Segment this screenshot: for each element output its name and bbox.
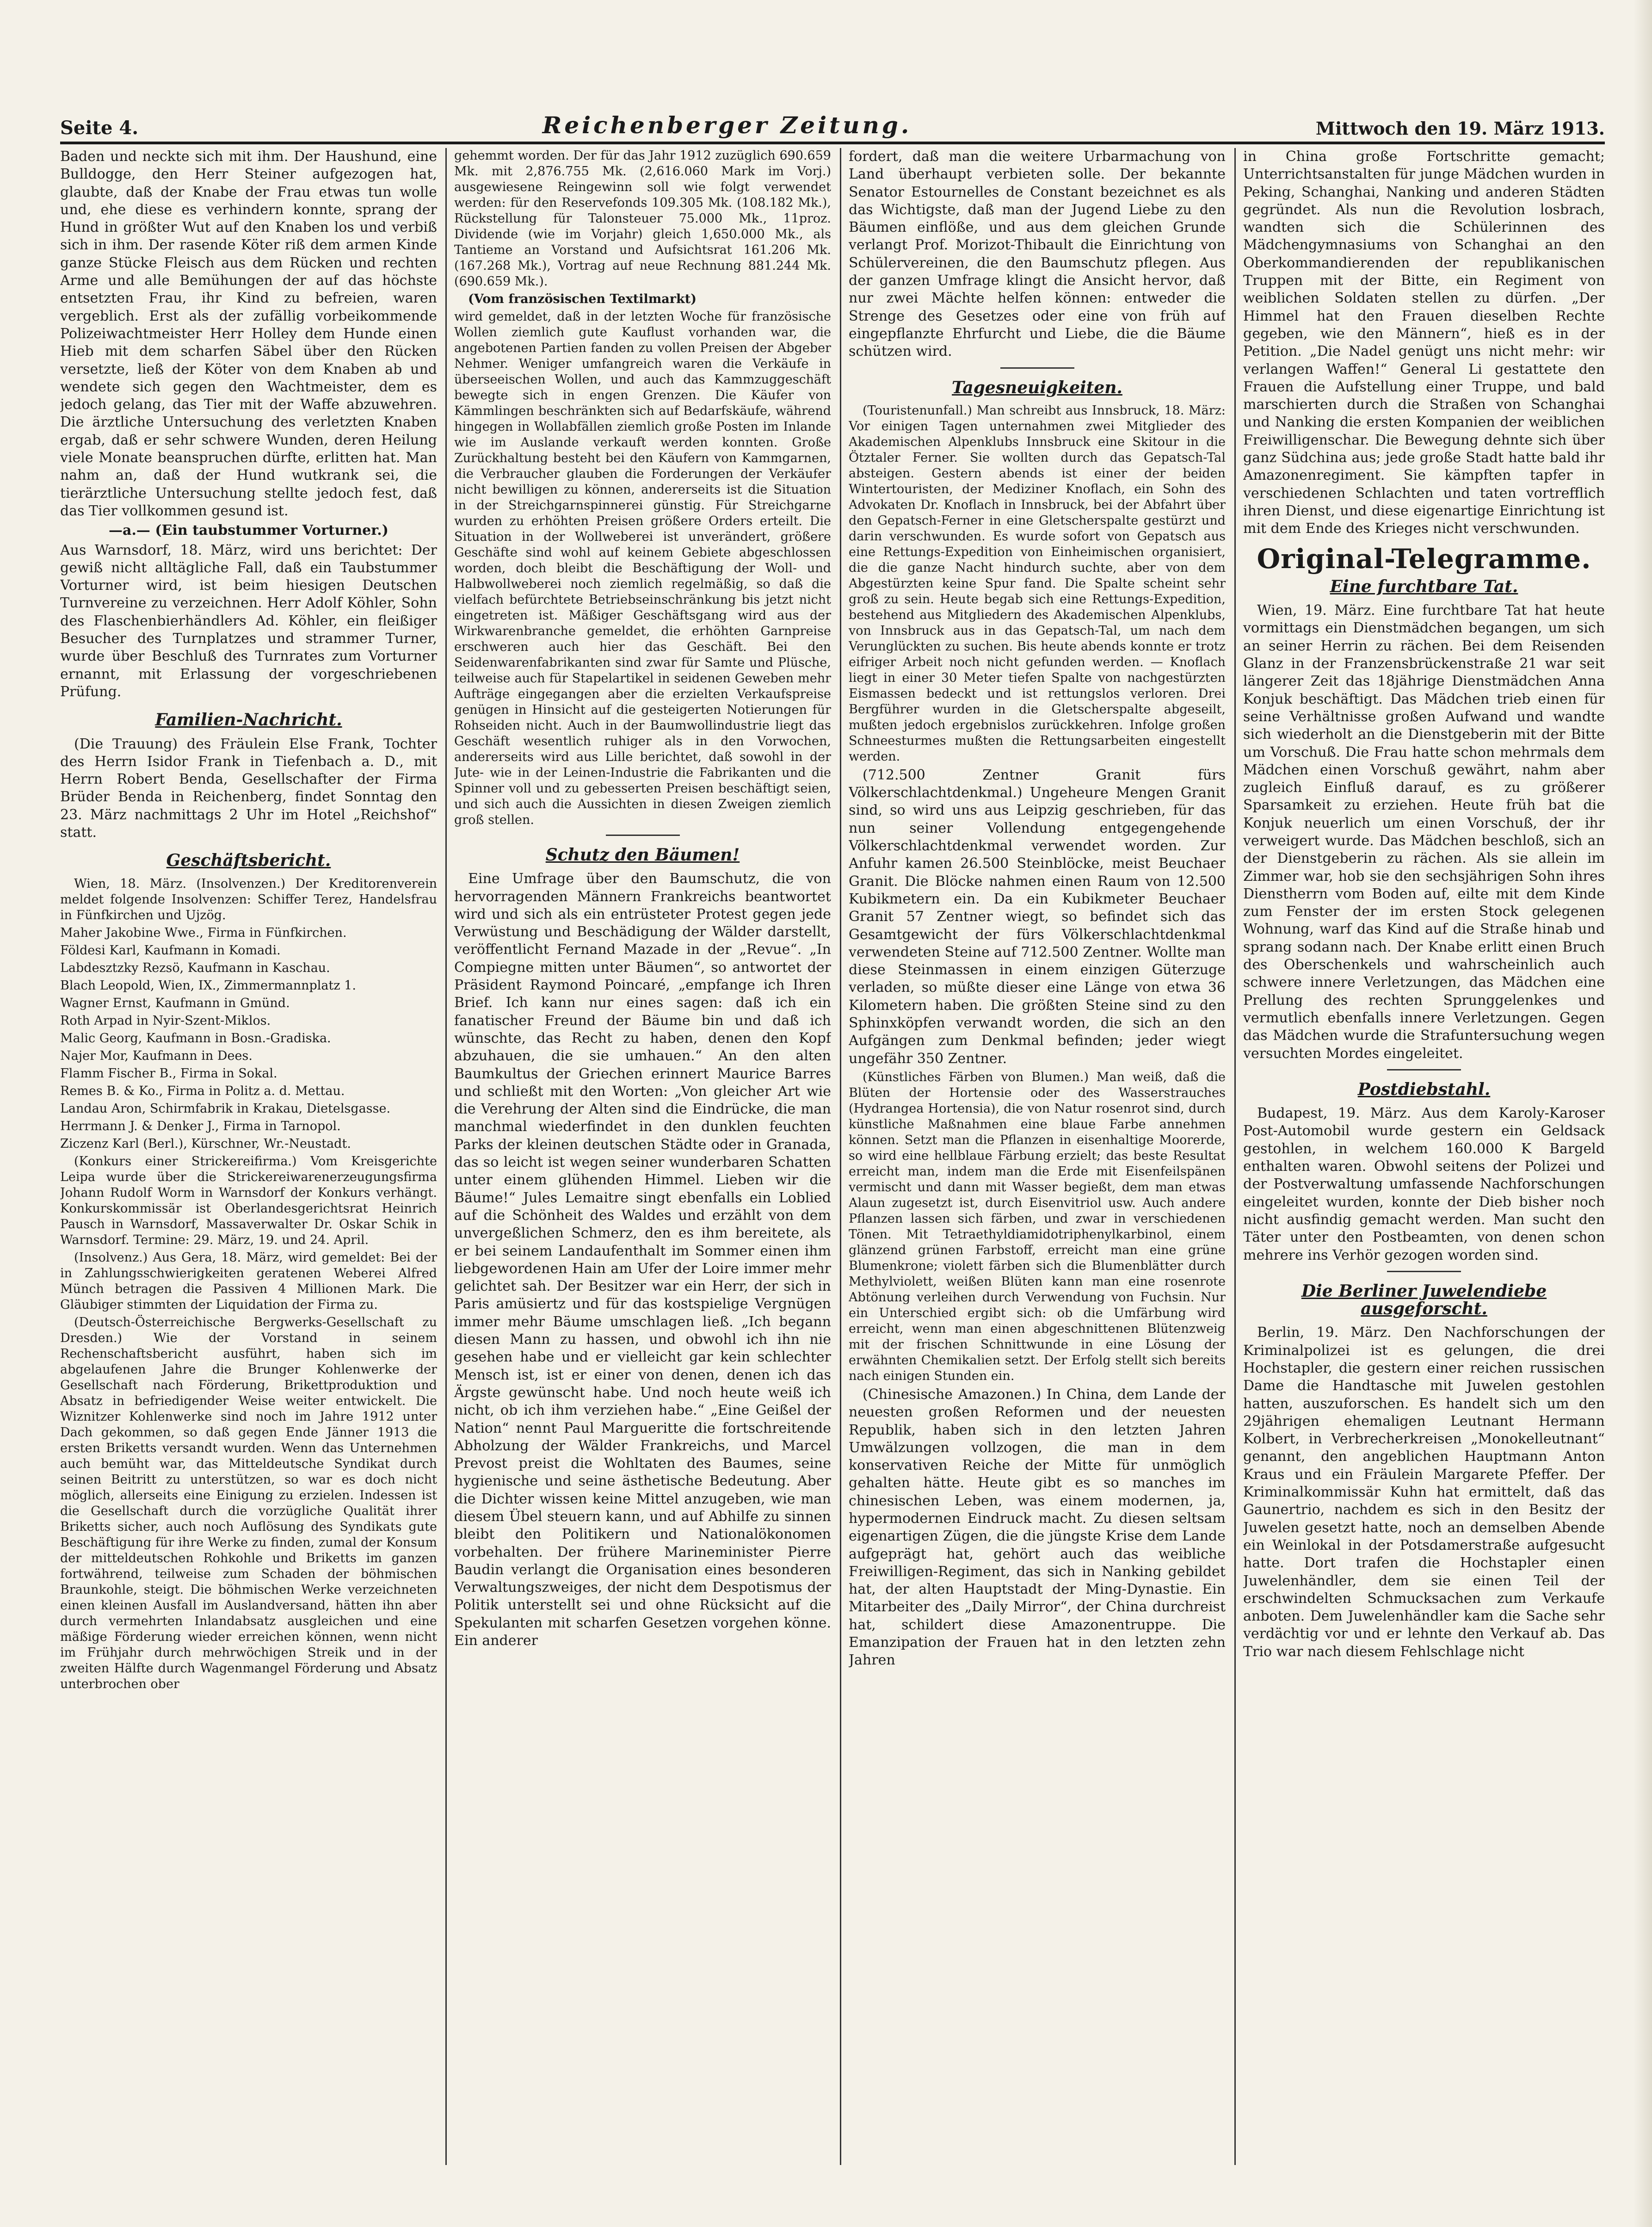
list-item: Landau Aron, Schirmfabrik in Krakau, Dietelsgasse.: [60, 1101, 391, 1116]
list-item: Wien, 18. März. (Insolvenzen.) Der Kreditorenverein meldet folgende Insolvenzen: Schiffer Terez, Handelsfrau in Fünfkirchen und Ujzög.: [60, 876, 437, 922]
list-item: Remes B. & Ko., Firma in Politz a. d. Mettau.: [60, 1083, 345, 1098]
article-text: Aus Warnsdorf, 18. März, wird uns berichtet: Der gewiß nicht alltägliche Fall, daß ein Taubstummer Vorturner wird, ist beim hiesigen Deutschen Turnvereine zu verzeichnen. Herr Adolf Köhler, Sohn des Flaschenbierhändlers Ad. Köhler, ein fleißiger Besucher des Turnplatzes und strammer Turner, wurde über Beschluß des Turnrates zum Vorturner ernannt, mit Erlassung der vorgeschriebenen Prüfung.: [60, 542, 437, 700]
list-item: Blach Leopold, Wien, IX., Zimmermannplatz 1.: [60, 978, 356, 993]
list-item: Ziczenz Karl (Berl.), Kürschner, Wr.-Neustadt.: [60, 1136, 351, 1151]
list-item: Földesi Karl, Kaufmann in Komadi.: [60, 943, 281, 958]
section-heading-business: Geschäftsbericht.: [166, 851, 331, 871]
divider: [1387, 1069, 1461, 1070]
section-heading-family: Familien-Nachricht.: [155, 710, 342, 730]
article-text: (Die Trauung) des Fräulein Else Frank, Tochter des Herrn Isidor Frank in Tiefenbach a. D., mit Herrn Robert Benda, Gesellschafter der Firma Brüder Benda in Reichenberg, findet Sonntag den 23. März nachmittags 2 Uhr im Hotel „Reichshof“ statt.: [60, 736, 437, 841]
article-text: fordert, daß man die weitere Urbarmachung von Land überhaupt verbieten solle. Der bekannte Senator Estournelles de Constant bezeichnet es als das Wichtigste, daß man der Jugend Liebe zu den Bäumen einflöße, und aus dem gleichen Grunde verlangt Prof. Morizot-Thibault die Einrichtung von Schülervereinen, die den Baumschutz pflegen. Aus der ganzen Umfrage klingt die Ansicht hervor, daß nur zwei Mächte helfen können: entweder die Strenge des Gesetzes oder eine von früh auf eingepflanzte Ehrfurcht und Liebe, die die Bäume schützen wird.: [849, 148, 1226, 360]
section-heading-trees: Schutz den Bäumen!: [545, 845, 740, 865]
column-2: [454, 148, 831, 2165]
article-text: Wien, 19. März. Eine furchtbare Tat hat heute vormittags ein Dienstmädchen begangen, um sich an seiner Herrin zu rächen. Bei dem Reisenden Glanz in der Franzensbrückenstraße 21 war seit längerer Zeit das 18jährige Dienstmädchen Anna Konjuk beschäftigt. Das Mädchen trieb einen für seine Verhältnisse großen Aufwand und wandte sich wiederholt an die Dienstgeberin mit der Bitte um Vorschuß. Die Frau hatte schon mehrmals dem Mädchen einen Vorschuß gewährt, nahm aber zugleich Einfluß darauf, es zu größerer Sparsamkeit zu erziehen. Heute früh bat die Konjuk neuerlich um einen Vorschuß, der ihr verweigert wurde. Das Mädchen beschloß, sich an der Dienstgeberin zu rächen. Als sie allein im Zimmer war, hob sie den sechsjährigen Sohn ihres Dienstherrn vom Boden auf, eilte mit dem Kinde zum Fenster der im ersten Stock gelegenen Wohnung, warf das Kind auf die Straße hinab und sprang sodann nach. Der Knabe erlitt einen Bruch des Oberschenkels und wahrscheinlich auch schwere innere Verletzungen, das Mädchen eine Prellung des rechten Sprunggelenkes und vermutlich ebenfalls innere Verletzungen. Gegen das Mädchen wurde die Strafuntersuchung wegen versuchten Mordes eingeleitet.: [1243, 602, 1605, 1062]
section-heading-news: Tagesneuigkeiten.: [952, 377, 1122, 397]
list-item: Maher Jakobine Wwe., Firma in Fünfkirchen.: [60, 925, 347, 940]
issue-date: Mittwoch den 19. März 1913.: [1315, 118, 1605, 139]
list-item: Labdesztzky Rezsö, Kaufmann in Kaschau.: [60, 960, 330, 975]
article-heading: —a.— (Ein taubstummer Vorturner.): [109, 522, 388, 539]
article-text: (Chinesische Amazonen.) In China, dem Lande der neuesten großen Reformen und der neuesten Republik, haben sich in den letzten Jahren Umwälzungen vollzogen, die man in dem konservativen Reiche der Mitte für unmöglich gehalten hätte. Heute gibt es so manches im chinesischen Leben, was einem modernen, ja, hypermodernen Eindruck macht. Zu diesen seltsam eigenartigen Zügen, die die jüngste Krise dem Lande aufgeprägt hat, gehört auch das weibliche Freiwilligen-Regiment, das sich in Nanking gebildet hat, der alten Hauptstadt der Ming-Dynastie. Ein Mitarbeiter des „Daily Mirror“, der China durchreist hat, schildert diese Amazonentruppe. Die Emanzipation der Frauen hat in den letzten zehn Jahren: [849, 1386, 1226, 1669]
masthead-title: Reichenberger Zeitung.: [542, 111, 912, 139]
list-item: Roth Arpad in Nyir-Szent-Miklos.: [60, 1013, 271, 1028]
divider: [1000, 367, 1074, 369]
article-text: Budapest, 19. März. Aus dem Karoly-Karoser Post-Automobil wurde gestern ein Geldsack gestohlen, in welchem 160.000 K Bargeld enthalten waren. Obwohl seitens der Polizei und der Postverwaltung umfassende Nachforschungen eingeleitet wurden, konnte der Dieb bisher noch nicht ausfindig gemacht werden. Man sucht den Täter unter den Postbeamten, von denen schon mehrere ins Verhör gezogen worden sind.: [1243, 1105, 1605, 1263]
column-3: [849, 148, 1226, 2165]
scan-edge: [1634, 0, 1652, 2227]
header-rule: [60, 142, 1605, 144]
page-number: Seite 4.: [60, 117, 139, 139]
article-text: in China große Fortschritte gemacht; Unterrichtsanstalten für junge Mädchen wurden in Peking, Schanghai, Nanking und anderen Städten gegründet. Als nun die Revolution losbrach, wandten sich die Schülerinnen des Mädchengymnasiums von Schanghai an den Oberkommandierenden der republikanischen Truppen mit der Bitte, ein Regiment von weiblichen Soldaten stellen zu dürfen. „Der Himmel hat den Frauen dieselben Rechte gegeben, wie den Männern“, hieß es in der Petition. „Die Nadel genügt uns nicht mehr: wir verlangen Waffen!“ General Li gestattete den Frauen die Aufstellung einer Truppe, und bald marschierten durch die Straßen von Schanghai und Nanking die ersten Kompanien der weiblichen Freiwilligenschar. Die Bewegung dehnte sich über ganz Südchina aus; jede große Stadt hatte bald ihr Amazonenregiment. Sie kämpften tapfer in verschiedenen Schlachten und taten vortrefflich ihren Dienst, und diese eigenartige Einrichtung ist mit dem Ende des Krieges nicht verschwunden.: [1243, 148, 1605, 537]
article-heading-post: Postdiebstahl.: [1357, 1079, 1491, 1099]
article-heading-deed: Eine furchtbare Tat.: [1330, 576, 1518, 596]
newspaper-page: [60, 106, 1605, 2170]
article-text: Berlin, 19. März. Den Nachforschungen der Kriminalpolizei ist es gelungen, die drei Hochstapler, die gestern einer reichen russischen Dame die Handtasche mit Juwelen gestohlen hatten, auszuforschen. Es handelt sich um den 29jährigen ehemaligen Leutnant Hermann Kolbert, in Verbrecherkreisen „Monokelleutnant“ genannt, den angeblichen Hauptmann Anton Kraus und ein Fräulein Margarete Pfeffer. Der Kriminalkommissär Kuhn hat ermittelt, daß das Gaunertrio, nachdem es sich in den Besitz der Juwelen gesetzt hatte, noch an demselben Abende ein Weinlokal in der Potsdamerstraße aufgesucht hatte. Dort trafen die Hochstapler einen Juwelenhändler, dem sie einen Teil der erschwindelten Schmucksachen zum Verkaufe anboten. Dem Juwelenhändler kam die Sache sehr verdächtig vor und er lehnte den Verkauf ab. Das Trio war nach diesem Fehlschlage nicht: [1243, 1324, 1605, 1660]
column-1: [60, 148, 437, 2165]
article-text: (Touristenunfall.) Man schreibt aus Innsbruck, 18. März: Vor einigen Tagen unternahmen zwei Mitglieder des Akademischen Alpenklubs Innsbruck eine Skitour in die Ötztaler Ferner. Sie wollten durch das Gepatsch-Tal absteigen. Gestern abends ist einer der beiden Wintertouristen, der Mediziner Knoflach, ein Sohn des Advokaten Dr. Knoflach in Innsbruck, bei der Abfahrt über den Gepatsch-Ferner in eine Gletscherspalte gestürzt und darin verschwunden. Es wurde sofort von Gepatsch aus eine Rettungs-Expedition von Einheimischen organisiert, die die ganze Nacht hindurch suchte, aber von dem Abgestürzten keine Spur fand. Die Spalte scheint sehr groß zu sein. Heute begab sich eine Rettungs-Expedition, bestehend aus Mitgliedern des Akademischen Alpenklubs, von Innsbruck aus in das Gepatsch-Tal, um nach dem Verunglückten zu suchen. Bis heute abends konnte er trotz eifriger Arbeit noch nicht gefunden werden. — Knoflach liegt in einer 30 Meter tiefen Spalte von nachgestürzten Eismassen bedeckt und ist rettungslos verloren. Drei Bergführer wurden in die Gletscherspalte abgeseilt, mußten jedoch ergebnislos zurückkehren. Infolge großen Schneesturmes mußten die Rettungsarbeiten eingestellt werden.: [849, 403, 1226, 764]
column-4: [1243, 148, 1605, 2165]
column-divider: [445, 148, 447, 2165]
article-text: (Deutsch-Österreichische Bergwerks-Gesellschaft zu Dresden.) Wie der Vorstand in seinem Rechenschaftsbericht ausführt, haben sich im abgelaufenen Jahre die Brunger Kohlenwerke der Gesellschaft nach Förderung, Brikettproduktion und Absatz in befriedigender Weise weiter entwickelt. Die Wiznitzer Kohlenwerke sind noch im Jahre 1912 unter Dach gekommen, so daß gegen Ende Jänner 1913 die ersten Briketts versandt wurden. Wenn das Unternehmen auch bemüht war, das Mitteldeutsche Syndikat durch seinen Beitritt zu unterstützen, so war es doch nicht möglich, allerseits eine Einigung zu erzielen. Indessen ist die Gesellschaft durch die vorzügliche Qualität ihrer Briketts sicher, auch noch Auflösung des Syndikats gute Beschäftigung für ihre Werke zu finden, zumal der Konsum der mitteldeutschen Rohkohle und Briketts im ganzen fortwährend, teilweise zum Schaden der böhmischen Braunkohle, steigt. Die böhmischen Werke verzeichneten einen kleinen Ausfall im Auslandversand, hätten ihn aber durch vermehrten Inlandabsatz ausgleichen und eine mäßige Förderung wieder erreichen können, wenn nicht im Frühjahr durch mehrwöchigen Streik und in der zweiten Hälfte durch Wagenmangel Förderung und Absatz unterbrochen ober: [60, 1315, 437, 1691]
divider: [1387, 1271, 1461, 1272]
article-heading-jewel: Die Berliner Juwelendiebe ausgeforscht.: [1301, 1281, 1547, 1319]
list-item: Herrmann J. & Denker J., Firma in Tarnopol.: [60, 1119, 341, 1133]
section-heading-telegrams: Original-Telegramme.: [1257, 543, 1591, 575]
article-text: (Insolvenz.) Aus Gera, 18. März, wird gemeldet: Bei der in Zahlungsschwierigkeiten geratenen Weberei Alfred Münch betragen die Passiven 4 Millionen Mark. Die Gläubiger stimmten der Liquidation der Firma zu.: [60, 1250, 437, 1312]
article-text: Baden und neckte sich mit ihm. Der Haushund, eine Bulldogge, den Herr Steiner aufgezogen hat, glaubte, daß der Knabe der Frau etwas tun wolle und, ehe diese es verhindern konnte, sprang der Hund in größter Wut auf den Knaben los und verbiß sich in ihm. Der rasende Köter riß dem armen Kinde ganze Stücke Fleisch aus dem Rücken und rechten Arme und alle Bemühungen der auf das höchste entsetzten Frau, ihr Kind zu befreien, waren vergeblich. Erst als der zufällig vorbeikommende Polizeiwachtmeister Herr Holley dem Hunde einen Hieb mit dem scharfen Säbel über den Rücken versetzte, ließ der Köter von dem Knaben ab und wendete sich gegen den Wachtmeister, dem es jedoch gelang, das Tier mit der Waffe abzuwehren. Die ärztliche Untersuchung des verletzten Knaben ergab, daß er sehr schwere Wunden, deren Heilung viele Monate beanspruchen dürfte, erlitten hat. Man nahm an, daß der Hund wutkrank sei, die tierärztliche Untersuchung stellte jedoch fest, daß das Tier vollkommen gesund ist.: [60, 148, 437, 519]
list-item: Wagner Ernst, Kaufmann in Gmünd.: [60, 996, 290, 1010]
article-text: wird gemeldet, daß in der letzten Woche für französische Wollen ziemlich gute Kauflust vorhanden war, die angebotenen Partien fanden zu vollen Preisen der Abgeber Nehmer. Weniger umfangreich waren die Verkäufe in überseeischen Wollen, und auch das Kammzuggeschäft bewegte sich in engen Grenzen. Die Käufer von Kämmlingen beschränkten sich auf Bedarfskäufe, während hingegen in Wollabfällen ziemlich große Posten im Inlande wie im Auslande verkauft werden konnten. Große Zurückhaltung besteht bei den Käufern von Kammgarnen, die Verbraucher glauben die Forderungen der Verkäufer nicht bewilligen zu können, andererseits ist die Situation in der Streichgarnspinnerei günstig. Für Streichgarne wurden zu erhöhten Preisen größere Orders erteilt. Die Situation in der Wollweberei ist unverändert, größere Geschäfte sind wohl auf keinem Gebiete abgeschlossen worden, doch bleibt die Beschäftigung der Woll- und Halbwollweberei noch ziemlich regelmäßig, so daß die vielfach befürchtete Betriebseinschränkung bis jetzt nicht eingetreten ist. Mäßiger Geschäftsgang wird aus der Wirkwarenbranche gemeldet, die erhöhten Garnpreise erschweren auch hier das Geschäft. Bei den Seidenwarenfabrikanten sind zwar für Samte und Plüsche, teilweise auch für Stapelartikel in seidenen Geweben mehr Aufträge eingegangen aber die erzielten Verkaufspreise genügen in Hinsicht auf die gesteigerten Notierungen für Rohseiden nicht. Auch in der Baumwollindustrie liegt das Geschäft wesentlich ruhiger als in den Vorwochen, andererseits wird aus Lille berichtet, daß sowohl in der Jute- wie in der Leinen-Industrie die Fabrikanten und die Spinner voll und zu gebesserten Preisen beschäftigt seien, und sich auch die Aussichten in diesen Zweigen ziemlich groß stellen.: [454, 309, 831, 827]
article-text: (Künstliches Färben von Blumen.) Man weiß, daß die Blüten der Hortensie oder des Wasserstrauches (Hydrangea Hortensia), die von Natur rosenrot sind, durch künstliche Maßnahmen eine blaue Farbe annehmen können. Setzt man die Pflanzen in eisenhaltige Moorerde, so wird eine hellblaue Färbung erzielt; das beste Resultat erreicht man, indem man die Erde mit Eisenfeilspänen vermischt und dann mit Wasser begießt, dem man etwas Alaun zugesetzt ist, durch Eisenvitriol usw. Auch andere Pflanzen lassen sich färben, und zwar in verschiedenen Tönen. Mit Tetraethyldiamidotriphenylkarbinol, einem glänzend grünen Farbstoff, erreicht man eine grüne Blumenkrone; violett färben sich die Blumenblätter durch Methylviolett, weißen Blüten kann man eine rosenrote Abtönung verleihen durch Verwendung von Fuchsin. Nur ein Unterschied ergibt sich: ob die Umfärbung wird erreicht, wenn man einen abgeschnittenen Blütenzweig mit der frischen Schnittwunde in eine Lösung der erwähnten Chemikalien setzt. Der Erfolg stellt sich bereits nach einigen Stunden ein.: [849, 1070, 1226, 1383]
article-text: gehemmt worden. Der für das Jahr 1912 zuzüglich 690.659 Mk. mit 2,876.755 Mk. (2,616.060 Mark im Vorj.) ausgewiesene Reingewinn soll wie folgt verwendet werden: für den Reservefonds 109.305 Mk. (108.182 Mk.), Rückstellung für Talonsteuer 75.000 Mk., 11proz. Dividende (wie im Vorjahr) gleich 1,650.000 Mk., als Tantieme an Vorstand und Aufsichtsrat 161.206 Mk. (167.268 Mk.), Vortrag auf neue Rechnung 881.244 Mk. (690.659 Mk.).: [454, 148, 831, 289]
divider: [606, 835, 680, 836]
list-item: Malic Georg, Kaufmann in Bosn.-Gradiska.: [60, 1031, 331, 1045]
list-item: Najer Mor, Kaufmann in Dees.: [60, 1048, 253, 1063]
column-divider: [840, 148, 841, 2165]
article-text: (712.500 Zentner Granit fürs Völkerschlachtdenkmal.) Ungeheure Mengen Granit sind, so wird uns aus Leipzig geschrieben, für das nun seiner Vollendung entgegengehende Völkerschlachtdenkmal verwendet worden. Zur Anfuhr kamen 26.500 Steinblöcke, meist Beuchaer Granit. Die Blöcke nahmen einen Raum von 12.500 Kubikmetern ein. Da ein Kubikmeter Beuchaer Granit 57 Zentner wiegt, so befindet sich das Gesamtgewicht der fürs Völkerschlachtdenkmal verwendeten Steine auf 712.500 Zentner. Wollte man diese Steinmassen in einem einzigen Güterzuge verladen, so müßte dieser eine Länge von etwa 36 Kilometern haben. Die größten Steine sind zu den Sphinxköpfen verwandt worden, die sich an den Aufgängen zum Denkmal befinden; jeder wiegt ungefähr 350 Zentner.: [849, 767, 1226, 1067]
article-text: Eine Umfrage über den Baumschutz, die von hervorragenden Männern Frankreichs beantwortet wird und sich als ein entrüsteter Protest gegen jede Verwüstung und Beschädigung der Wälder darstellt, veröffentlicht Fernand Mazade in der „Revue“. „In Compiegne mitten unter Bäumen“, so antwortet der Präsident Raymond Poincaré, „empfange ich Ihren Brief. Ich kann nur eines sagen: daß ich ein fanatischer Freund der Bäume bin und daß ich wünschte, das Recht zu haben, denen den Kopf abzuhauen, die sie umhauen.“ An den alten Baumkultus der Griechen erinnert Maurice Barres und schließt mit den Worten: „Von gleicher Art wie die Verehrung der Alten sind die Eindrücke, die man manchmal wiederfindet in den dunklen feuchten Parks der kleinen deutschen Städte oder in Granada, das so leicht ist wegen seiner wunderbaren Schatten unter einem glühenden Himmel. Lieben wir die Bäume!“ Jules Lemaitre singt ebenfalls ein Loblied auf die Schönheit des Waldes und erzählt von dem unvergeßlichen Schmerz, den es ihm bereitete, als er bei seinem Landaufenthalt im Sommer einen ihm liebgewordenen Hain am Ufer der Loire immer mehr gelichtet sah. Der Besitzer war ein Herr, der sich in Paris amüsiertz und für das kostspielige Vergnügen immer mehr Bäume umschlagen ließ. „Ich begann diesen Mann zu hassen, und obwohl ich ihn nie gesehen habe und er vielleicht gar kein schlechter Mensch ist, ist er einer von denen, denen ich das Ärgste gewünscht habe. Und noch heute weiß ich nicht, ob ich ihm verziehen habe.“ „Eine Geißel der Nation“ nennt Paul Margueritte die fortschreitende Abholzung der Wälder Frankreichs, und Marcel Prevost preist die Wohltaten des Baumes, seine hygienische und seine ästhetische Bedeutung. Aber die Dichter wissen keine Mittel anzugeben, wie man diesem Übel steuern kann, und auf Abhilfe zu sinnen bleibt den Politikern und Nationalökonomen vorbehalten. Der frühere Marineminister Pierre Baudin verlangt die Organisation eines besonderen Verwaltungszweiges, der nicht dem Despotismus der Politik unterstellt sei und ohne Rücksicht auf die Spekulanten mit scharfen Gesetzen vorgehen könne. Ein anderer: [454, 871, 831, 1649]
column-divider: [1234, 148, 1236, 2165]
columns: [60, 148, 1605, 2165]
list-item: Flamm Fischer B., Firma in Sokal.: [60, 1066, 277, 1081]
page-header: [60, 106, 1605, 139]
article-text: (Konkurs einer Strickereifirma.) Vom Kreisgerichte Leipa wurde über die Strickereiwarenerzeugungsfirma Johann Rudolf Worm in Warnsdorf der Konkurs verhängt. Konkurskommissär ist Oberlandesgerichtsrat Heinrich Pausch in Warnsdorf, Massaverwalter Dr. Oskar Schik in Warnsdorf. Termine: 29. März, 19. und 24. April.: [60, 1154, 437, 1247]
article-heading: (Vom französischen Textilmarkt): [468, 292, 697, 306]
